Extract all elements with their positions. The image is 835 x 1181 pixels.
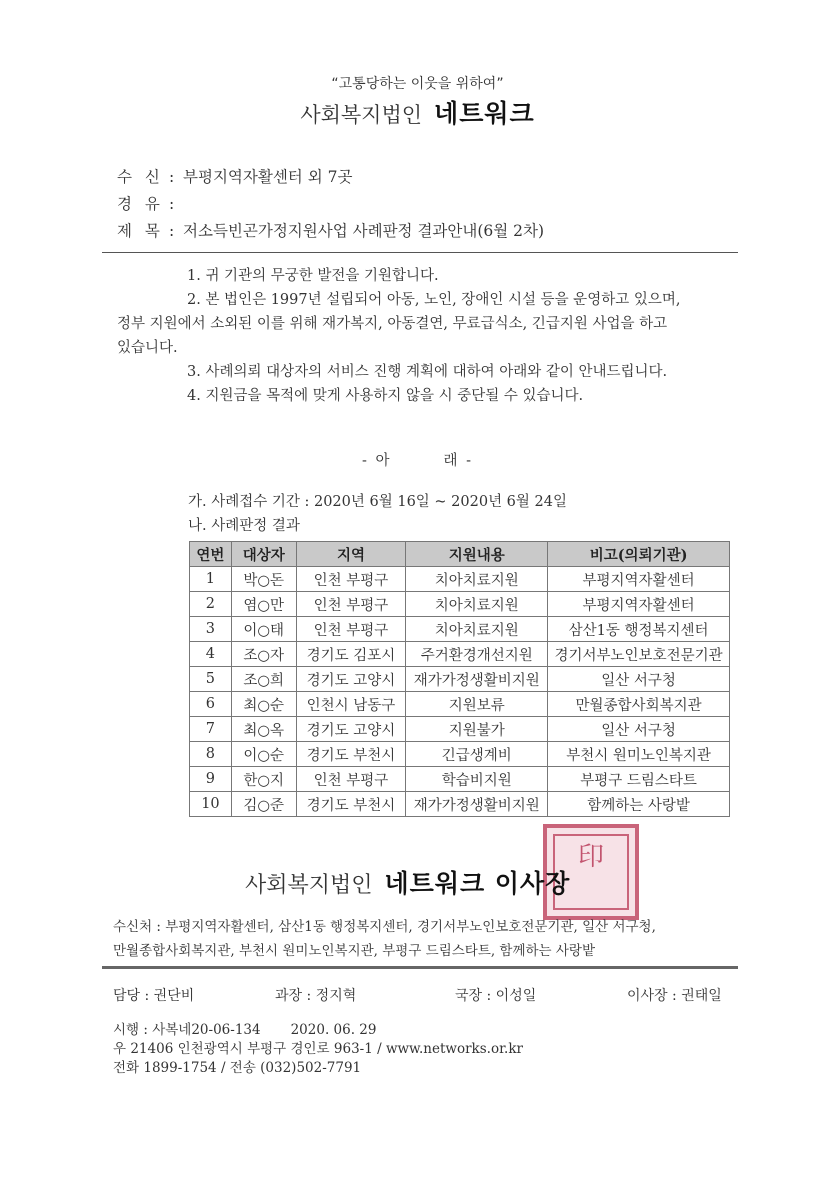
table-row [190, 717, 730, 742]
table-row [190, 592, 730, 617]
paragraph-3: 3. 사례의뢰 대상자의 서비스 진행 계획에 대하여 아래와 같이 안내드립니다. [187, 364, 668, 380]
table-row [190, 692, 730, 717]
result-title: 나. 사례판정 결과 [188, 518, 300, 534]
recipient-value: 부평지역자활센터 외 7곳 [183, 168, 353, 186]
recipient-label: 수 신 [117, 168, 164, 186]
col-header: 대상자 [231, 542, 296, 567]
cell: 치아치료지원 [406, 567, 548, 592]
cell: 5 [190, 667, 232, 692]
cell: 경기도 부천시 [296, 792, 406, 817]
colon: : [169, 168, 175, 186]
cell: 2 [190, 592, 232, 617]
subject-value: 저소득빈곤가정지원사업 사례판정 결과안내(6월 2차) [183, 222, 545, 240]
table-row [190, 642, 730, 667]
signature [245, 864, 570, 900]
cell: 박○돈 [231, 567, 296, 592]
paragraph-1: 1. 귀 기관의 무궁한 발전을 기원합니다. [187, 268, 439, 284]
cell: 최○옥 [231, 717, 296, 742]
colon: : [169, 195, 175, 213]
cell: 김○준 [231, 792, 296, 817]
table-row [190, 567, 730, 592]
cell: 만월종합사회복지관 [548, 692, 730, 717]
cell: 이○태 [231, 617, 296, 642]
cell: 3 [190, 617, 232, 642]
paragraph-4: 4. 지원금을 목적에 맞게 사용하지 않을 시 중단될 수 있습니다. [187, 388, 584, 404]
signature-title: 네트워크 이사장 [384, 869, 571, 898]
table-row [190, 742, 730, 767]
slogan: “고통당하는 이웃을 위하여” [331, 76, 504, 92]
below-right: 래 - [443, 453, 474, 469]
cell: 학습비지원 [406, 767, 548, 792]
cell: 치아치료지원 [406, 592, 548, 617]
cell: 조○희 [231, 667, 296, 692]
cell: 10 [190, 792, 232, 817]
below-left: - 아 [361, 453, 392, 469]
cell: 일산 서구청 [548, 717, 730, 742]
recipients-line-2: 만월종합사회복지관, 부천시 원미노인복지관, 부평구 드림스타트, 함께하는 사랑밭 [113, 943, 596, 959]
divider [102, 252, 738, 253]
cell: 인천 부평구 [296, 617, 406, 642]
cell: 지원보류 [406, 692, 548, 717]
cell: 부천시 원미노인복지관 [548, 742, 730, 767]
cell: 조○자 [231, 642, 296, 667]
thick-divider [102, 966, 738, 969]
subject-row [117, 219, 544, 241]
doc-number: 시행 : 사복네20-06-134 [113, 1022, 261, 1038]
cell: 부평구 드림스타트 [548, 767, 730, 792]
result-table [189, 541, 730, 817]
col-header: 지역 [296, 542, 406, 567]
subject-label: 제 목 [117, 222, 164, 240]
table-row [190, 792, 730, 817]
cell: 인천 부평구 [296, 567, 406, 592]
staff-director: 국장 : 이성일 [455, 988, 537, 1004]
cell: 재가가정생활비지원 [406, 792, 548, 817]
cell: 9 [190, 767, 232, 792]
cell: 1 [190, 567, 232, 592]
staff-section-chief: 과장 : 정지혁 [275, 988, 357, 1004]
footer-address: 우 21406 인천광역시 부평구 경인로 963-1 / www.networks.or.kr [113, 1041, 523, 1057]
cell: 8 [190, 742, 232, 767]
cell: 긴급생계비 [406, 742, 548, 767]
staff-chairman: 이사장 : 권태일 [627, 988, 722, 1004]
cell: 삼산1동 행정복지센터 [548, 617, 730, 642]
doc-date: 2020. 06. 29 [290, 1022, 377, 1038]
via-row [117, 192, 183, 214]
colon: : [169, 222, 175, 240]
via-label: 경 유 [117, 195, 164, 213]
col-header: 비고(의뢰기관) [548, 542, 730, 567]
cell: 경기도 고양시 [296, 717, 406, 742]
cell: 함께하는 사랑밭 [548, 792, 730, 817]
col-header: 연번 [190, 542, 232, 567]
paragraph-2-end: 있습니다. [117, 340, 178, 356]
cell: 부평지역자활센터 [548, 592, 730, 617]
cell: 지원불가 [406, 717, 548, 742]
cell: 인천 부평구 [296, 592, 406, 617]
recipients [113, 915, 738, 963]
table-row [190, 667, 730, 692]
org-prefix: 사회복지법인 [300, 103, 423, 127]
cell: 부평지역자활센터 [548, 567, 730, 592]
body-text [117, 264, 737, 408]
cell: 한○지 [231, 767, 296, 792]
footer-doc-line [113, 1018, 376, 1038]
cell: 염○만 [231, 592, 296, 617]
recipients-line-1: 수신처 : 부평지역자활센터, 삼산1동 행정복지센터, 경기서부노인보호전문기관, 일산 서구청, [113, 919, 656, 935]
table-row [190, 767, 730, 792]
cell: 재가가정생활비지원 [406, 667, 548, 692]
cell: 경기도 고양시 [296, 667, 406, 692]
footer-phone: 전화 1899-1754 / 전송 (032)502-7791 [113, 1060, 362, 1076]
table-row [190, 617, 730, 642]
cell: 경기서부노인보호전문기관 [548, 642, 730, 667]
cell: 주거환경개선지원 [406, 642, 548, 667]
cell: 6 [190, 692, 232, 717]
staff-manager: 담당 : 권단비 [113, 988, 195, 1004]
paragraph-2-cont: 정부 지원에서 소외된 이를 위해 재가복지, 아동결연, 무료급식소, 긴급지원 사업을 하고 [117, 316, 668, 332]
table-header-row [190, 542, 730, 567]
cell: 경기도 김포시 [296, 642, 406, 667]
cell: 최○순 [231, 692, 296, 717]
cell: 이○순 [231, 742, 296, 767]
cell: 인천 부평구 [296, 767, 406, 792]
cell: 경기도 부천시 [296, 742, 406, 767]
period: 가. 사례접수 기간 : 2020년 6월 16일 ~ 2020년 6월 24일 [188, 494, 567, 510]
org-header [0, 94, 835, 130]
cell: 치아치료지원 [406, 617, 548, 642]
col-header: 지원내용 [406, 542, 548, 567]
signature-prefix: 사회복지법인 [245, 873, 373, 898]
cell: 인천시 남동구 [296, 692, 406, 717]
below-heading [0, 449, 835, 470]
seal-glyph: 印 [577, 842, 604, 872]
org-name: 네트워크 [434, 99, 535, 128]
paragraph-2: 2. 본 법인은 1997년 설립되어 아동, 노인, 장애인 시설 등을 운영하고 있으며, [187, 292, 681, 308]
recipient-row [117, 165, 352, 187]
cell: 4 [190, 642, 232, 667]
cell: 일산 서구청 [548, 667, 730, 692]
cell: 7 [190, 717, 232, 742]
